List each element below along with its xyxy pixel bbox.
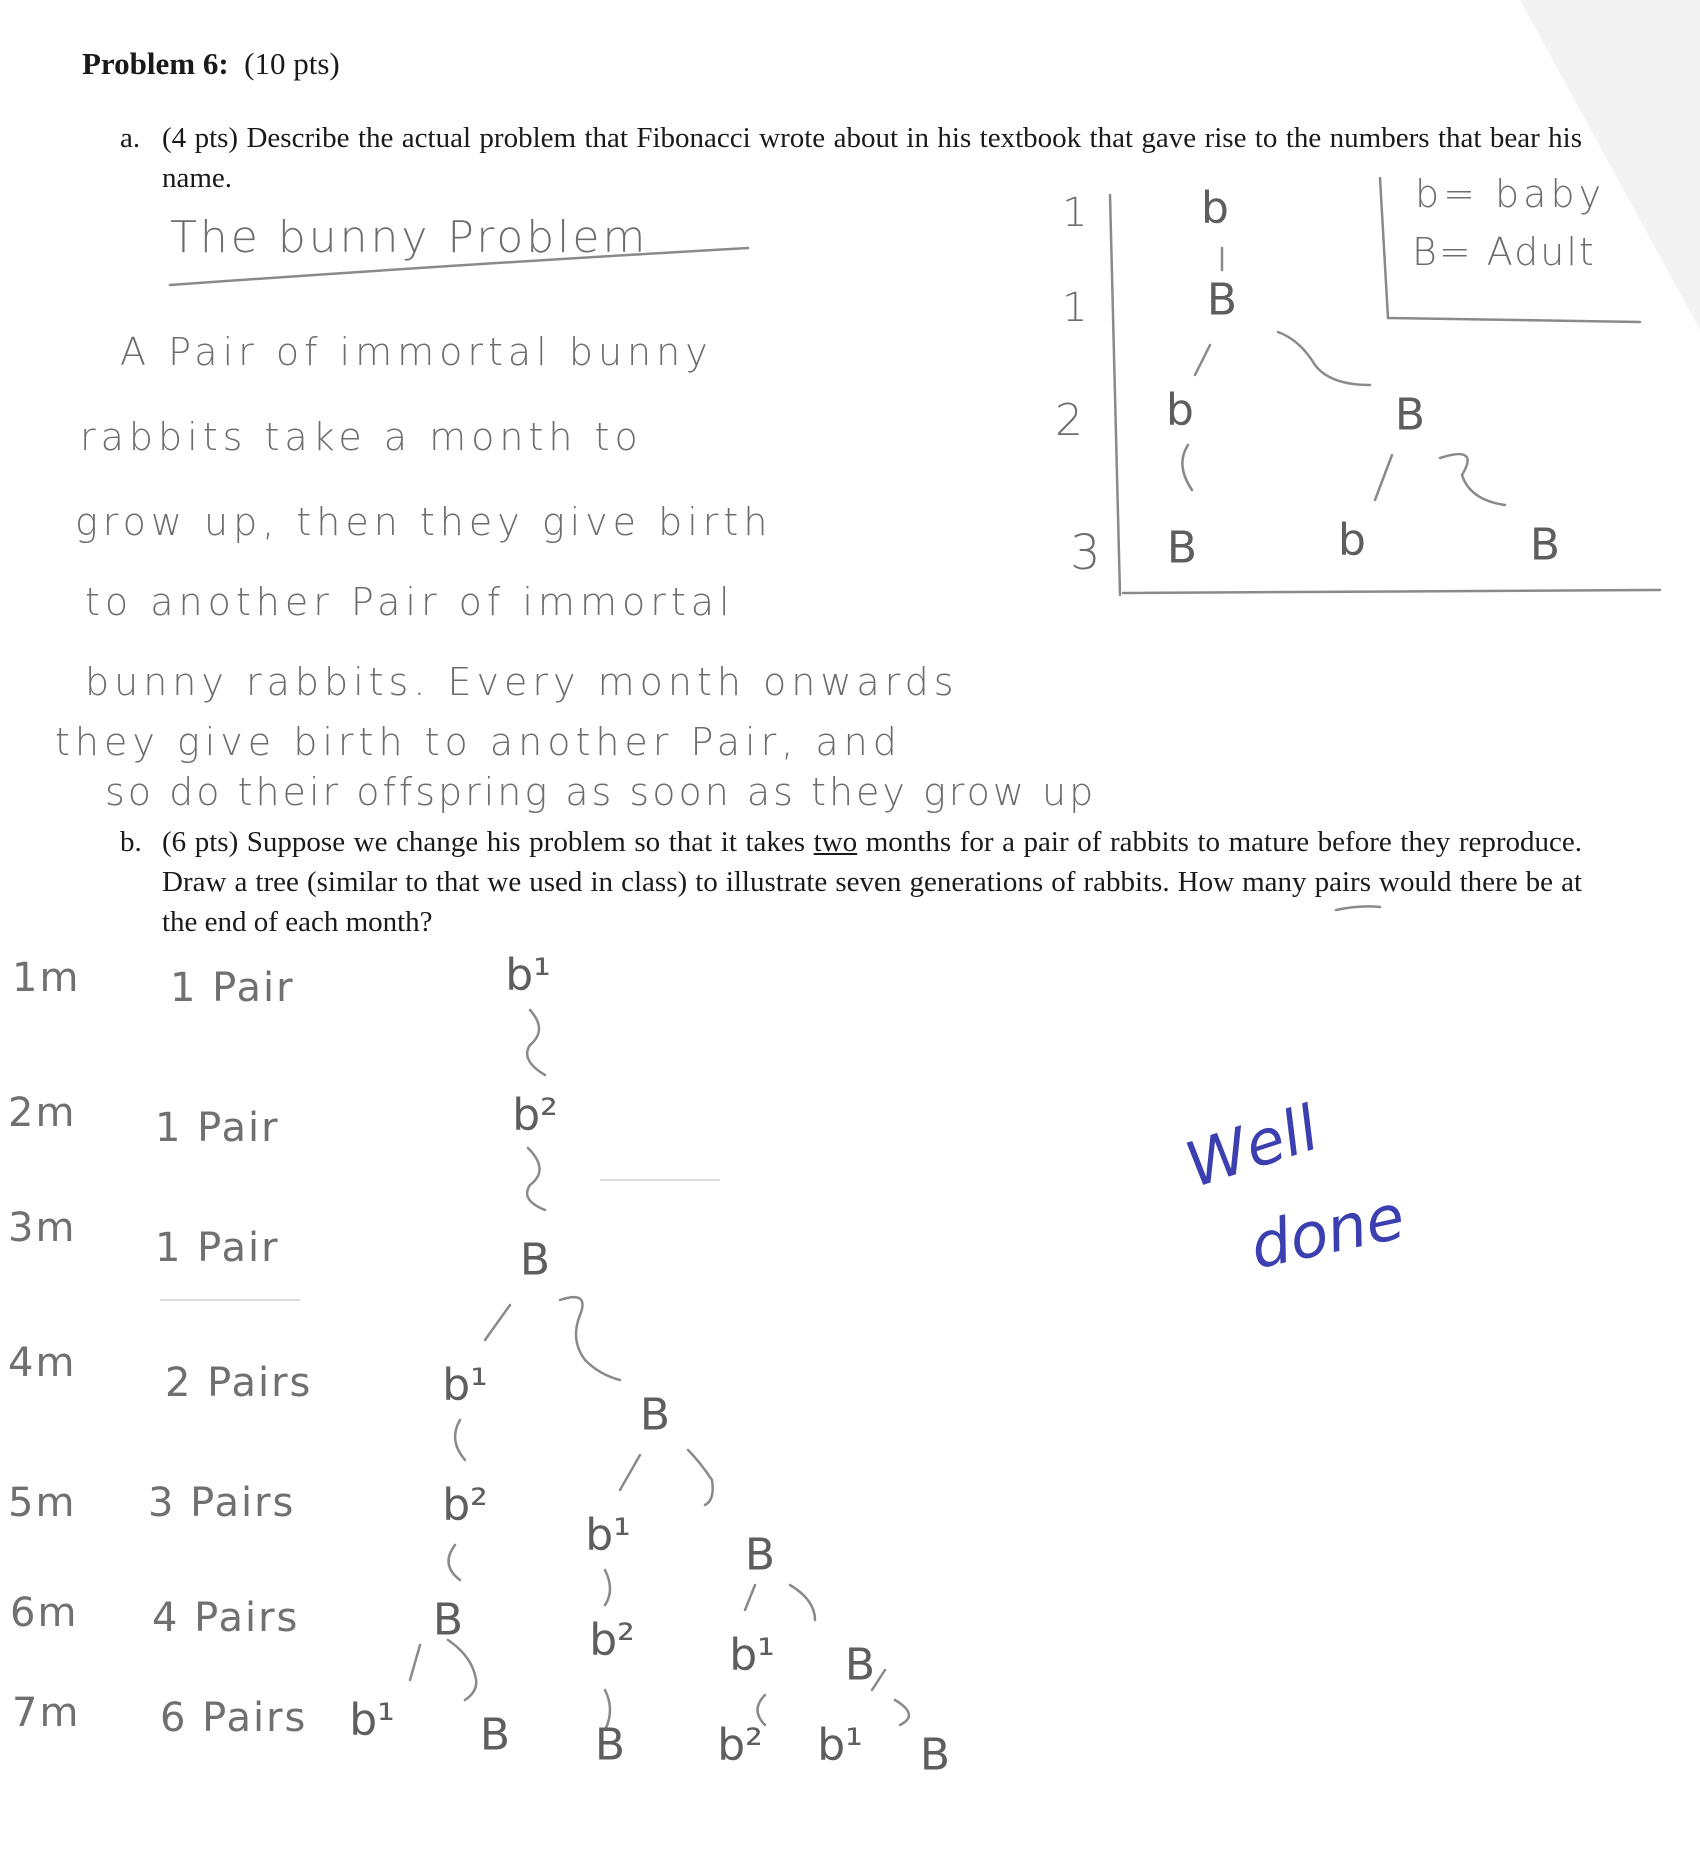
pair-count: 1 Pair (170, 965, 295, 1011)
month-label: 2m (8, 1090, 77, 1136)
part-b-label: b. (120, 826, 142, 858)
tree-a-row-2: 1 (1062, 285, 1088, 331)
problem-points: (10 pts) (244, 46, 340, 81)
tree-b-node: b¹ (505, 949, 551, 1001)
month-label: 7m (12, 1690, 81, 1736)
tree-a-row-3: 2 (1055, 395, 1083, 446)
month-label: 6m (10, 1590, 79, 1636)
tree-b-node: B (594, 1719, 626, 1771)
tree-b-node: B (919, 1729, 951, 1781)
tree-a-vertical-axis (1110, 195, 1120, 595)
pair-count: 3 Pairs (148, 1480, 296, 1526)
tree-a-node: b (1166, 384, 1194, 436)
answer-line-7: so do their offspring as soon as they grow up (105, 770, 1097, 814)
tree-a-node: B (1206, 274, 1238, 326)
part-b-text-3: generations of rabbits. How many pairs would there be at the end of each month? (162, 866, 1582, 938)
part-b-text-1: (6 pts) Suppose we change his problem so that it takes (162, 826, 814, 858)
month-label: 5m (8, 1480, 77, 1526)
part-b-underlined-two: two (813, 826, 858, 858)
tree-a-node: b (1338, 514, 1366, 566)
legend-baby: b= baby (1415, 172, 1606, 216)
tree-b-node: B (844, 1639, 876, 1691)
pair-count: 6 Pairs (160, 1695, 308, 1741)
tree-a-node: b (1201, 182, 1229, 234)
month-label: 3m (8, 1205, 77, 1251)
tree-b-node: b² (589, 1614, 635, 1666)
tree-b-node: b¹ (442, 1359, 488, 1411)
tree-b-node: b² (717, 1719, 763, 1771)
answer-line-1: A Pair of immortal bunny (120, 330, 713, 374)
grader-comment-well: Well (1176, 1091, 1327, 1202)
part-b-text-2: months for a pair of rabbits to mature before they reproduce. Draw a tree (similar to that we used in class) to illustrate (162, 826, 1582, 898)
tree-b-node: B (432, 1594, 464, 1646)
tree-a-row-1: 1 (1062, 190, 1088, 236)
answer-line-3: grow up, then they give birth (75, 500, 773, 544)
tree-a-node: B (1166, 522, 1198, 574)
answer-line-4: to another Pair of immortal (85, 580, 735, 624)
tree-b-node: b¹ (349, 1694, 395, 1746)
tree-b-node: b¹ (729, 1629, 775, 1681)
answer-title: The bunny Problem (170, 212, 649, 263)
answer-line-6: they give birth to another Pair, and (55, 720, 902, 764)
part-a-text: (4 pts) Describe the actual problem that Fibonacci wrote about in his textbook that gave rise to the numbers that bear his name. (162, 122, 1582, 194)
month-label: 4m (8, 1340, 77, 1386)
tree-b-node: B (639, 1389, 671, 1441)
pair-count: 1 Pair (155, 1105, 280, 1151)
part-b-seven: seven (835, 866, 902, 898)
pair-count: 1 Pair (155, 1225, 280, 1271)
pair-count: 2 Pairs (165, 1360, 313, 1406)
tree-b-node: b² (512, 1089, 558, 1141)
grader-comment-done: done (1244, 1179, 1411, 1284)
legend-adult: B= Adult (1412, 230, 1596, 274)
month-label: 1m (12, 955, 81, 1001)
tree-b-node: b² (442, 1479, 488, 1531)
tree-b-node: B (744, 1529, 776, 1581)
tree-b-node: b¹ (817, 1719, 863, 1771)
tree-a-node: B (1529, 519, 1561, 571)
tree-b-node: B (519, 1234, 551, 1286)
answer-line-5: bunny rabbits. Every month onwards (85, 660, 959, 704)
tree-a-row-4: 3 (1070, 525, 1101, 581)
tree-b-node: B (479, 1709, 511, 1761)
problem-title: Problem 6: (82, 46, 229, 81)
tree-a-horizontal-axis (1123, 590, 1660, 593)
tree-a-node: B (1394, 389, 1426, 441)
part-a-label: a. (120, 122, 141, 154)
tree-b-node: b¹ (585, 1509, 631, 1561)
pair-count: 4 Pairs (152, 1595, 300, 1641)
answer-line-2: rabbits take a month to (80, 415, 643, 459)
